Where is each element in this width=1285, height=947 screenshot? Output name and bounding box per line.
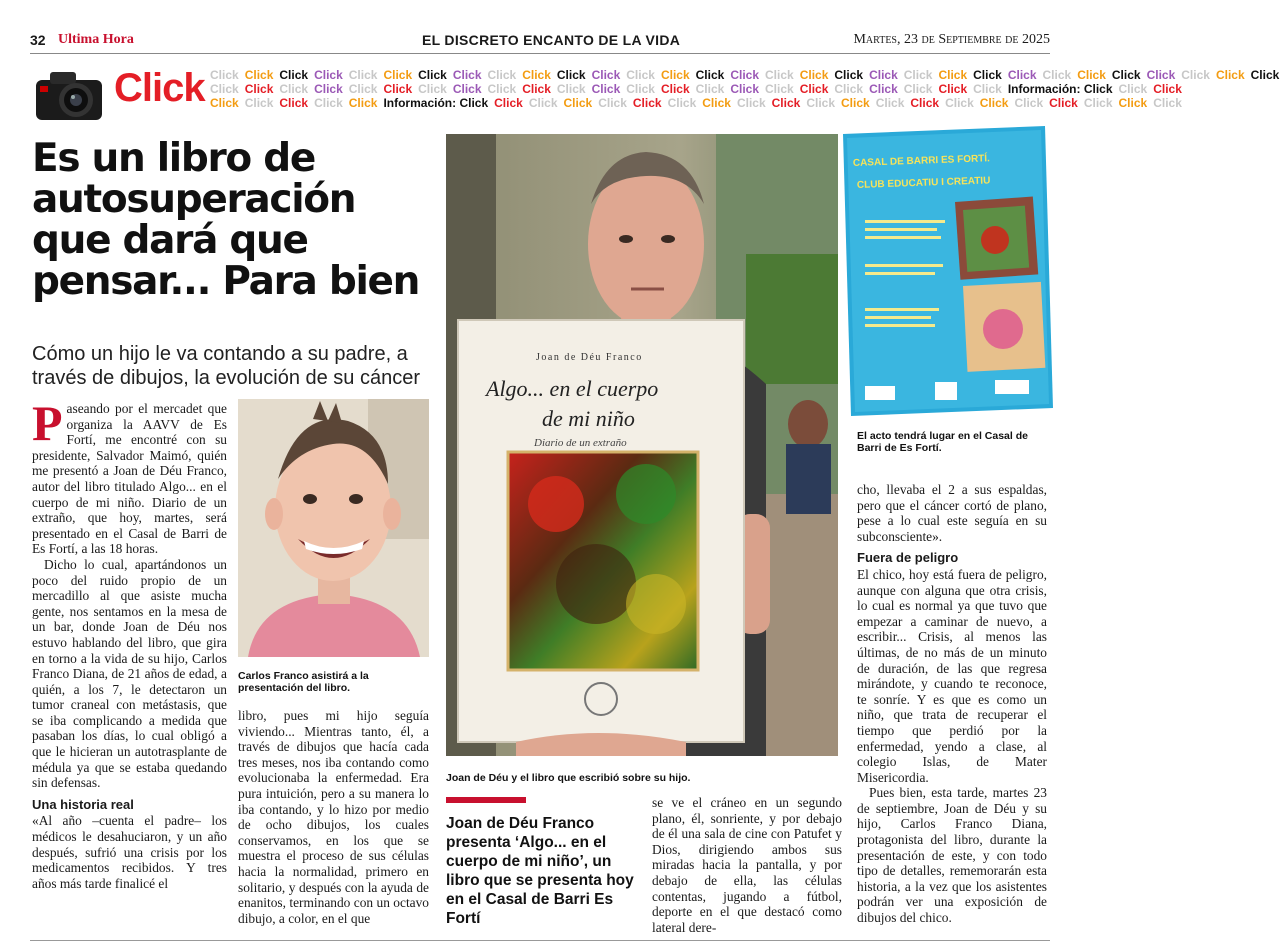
paragraph: El chico, hoy está fuera de peligro, aunque con alguna que otra crisis, lo cual es normal ya que tuvo que empezar a caminar de nuevo, a escribir... Crisis, al menos las últimas, de no más de un minuto de duración, de las que regresa mirándote, y cuando te reconoce, te sonríe. Y es que es como un niño, que trata de recuperar el tiempo que perdió por la enfermedad, yendo a clase, al colegio Islas, de Mater Misericordia. — [857, 566, 1047, 785]
click-pattern-row — [210, 96, 1182, 110]
section-title: EL DISCRETO ENCANTO DE LA VIDA — [422, 32, 681, 48]
paragraph: cho, llevaba el 2 a sus espaldas, pero que el cáncer cortó de plano, pese a lo cual este seguía en su subconsciente». — [857, 482, 1047, 544]
click-pattern-word: Click — [765, 68, 794, 82]
section-subheading: Una historia real — [32, 796, 134, 812]
paragraph: Dicho lo cual, apartándonos un poco del ruido propio de un mercadillo al que asiste mucha gente, nos sentamos en la mesa de un bar, donde Joan de Déu nos estuvo hablando del libro, que gira en torno a la vida de su hijo, Carlos Franco Diana, de 21 años de edad, a quién, a los 7, le detectaron un tumor craneal con metástasis, que se iba complicando a medida que pasaban los días, lo cual obligó a que le hicieran un autotrasplante de médula ya que se estaba quedando sin defensas. — [32, 556, 227, 791]
page-header — [30, 30, 1050, 54]
click-pattern-word: Click — [1153, 96, 1182, 110]
click-pattern-word: Click — [1118, 82, 1148, 96]
boy-photo — [238, 399, 429, 657]
article-column-2 — [238, 708, 429, 926]
click-pattern — [210, 68, 1280, 110]
click-pattern-word: Click — [556, 82, 586, 96]
click-pattern-word: Click — [1153, 82, 1182, 96]
click-pattern-word: Click — [869, 68, 898, 82]
article-column-3 — [652, 795, 842, 935]
click-pattern-word: Click — [348, 82, 378, 96]
click-pattern-word: Click — [598, 96, 627, 110]
click-pattern-word: Click — [1181, 68, 1210, 82]
click-pattern-word: Click — [210, 96, 239, 110]
click-pattern-word: Click — [452, 82, 482, 96]
click-pattern-word: Click — [1215, 68, 1245, 82]
click-pattern-word: Click — [556, 68, 586, 82]
click-pattern-word: Click — [765, 82, 794, 96]
click-pattern-word: Click — [702, 96, 731, 110]
click-pattern-word: Click — [591, 68, 621, 82]
bottom-rule — [30, 940, 1050, 941]
click-pattern-word: Click — [973, 82, 1002, 96]
pull-quote: Joan de Déu Franco presenta ‘Algo... en el cuerpo de mi niño’, un libro que se presenta hoy en el Casal de Barri Es Fortí — [446, 815, 634, 927]
subheadline: Cómo un hijo le va contando a su padre, a través de dibujos, la evolución de su cáncer — [32, 343, 421, 389]
poster-caption: El acto tendrá lugar en el Casal de Barri de Es Fortí. — [857, 430, 1028, 454]
click-pattern-word: Click — [210, 68, 239, 82]
poster-image — [835, 124, 1055, 420]
poster-line-2: CLUB EDUCATIU I CREATIU — [856, 175, 991, 191]
headline: Es un libro de autosuperación que dará que pensar... Para bien — [32, 136, 420, 304]
click-pattern-word: Click — [834, 82, 864, 96]
boy-portrait-image — [238, 399, 429, 657]
paragraph: «Al año –cuenta el padre– los médicos le desahuciaron, y un año después, sufrió una crisis por los medicamentos recibidos. Y tres años más tarde finalicé el — [32, 813, 227, 891]
page-number: 32 — [30, 32, 46, 48]
click-pattern-word: Click — [279, 82, 309, 96]
click-pattern-word: Click — [730, 82, 759, 96]
click-pattern-word: Click — [1077, 68, 1106, 82]
click-pattern-word: Click — [806, 96, 835, 110]
click-pattern-word: Click — [348, 68, 378, 82]
click-pattern-word: Click — [903, 68, 933, 82]
father-with-book-image — [446, 134, 838, 756]
click-pattern-word: Click — [910, 96, 940, 110]
click-pattern-word: Click — [244, 82, 274, 96]
boy-photo-caption: Carlos Franco asistirá a la presentación del libro. — [238, 670, 369, 694]
click-pattern-word: Click — [1083, 96, 1113, 110]
camera-icon — [32, 64, 110, 124]
book-author: Joan de Déu Franco — [536, 352, 643, 363]
click-pattern-word: Click — [522, 68, 551, 82]
click-pattern-word: Click — [383, 68, 413, 82]
click-pattern-word: Click — [730, 68, 759, 82]
main-photo-caption: Joan de Déu y el libro que escribió sobre su hijo. — [446, 772, 691, 784]
paragraph: libro, pues mi hijo seguía viviendo... Mientras tanto, él, a través de dibujos que hacía cada tres meses, nos iba contando como evolucionaba la enfermedad. Era pura intuición, pero a su manera lo iba contando, y lo hizo por medio de ocho dibujos, los cuales conservamos, en los que se muestra el proceso de sus células hacia la normalidad, primero en solitario, y después con la ayuda de enanitos, terminando con un octavo dibujo, a color, en el que — [238, 708, 429, 926]
click-banner — [30, 62, 1280, 122]
paragraph: Pues bien, esta tarde, martes 23 de septiembre, Joan de Déu y su hijo, Carlos Franco Diana, protagonista del libro, durante la presentación de este, y con todo tipo de detalles, rememorarán esta historia, a la vez que los asistentes podrán ver una exposición de dibujos del chico. — [857, 785, 1047, 926]
click-pattern-row — [210, 82, 1182, 96]
click-pattern-word: Click — [452, 68, 482, 82]
click-pattern-word: Click — [487, 68, 517, 82]
click-pattern-word: Click — [314, 68, 343, 82]
click-pattern-word: Click — [841, 96, 870, 110]
click-pattern-word: Click — [494, 96, 523, 110]
click-pattern-word: Click — [383, 82, 413, 96]
click-pattern-word: Click — [1250, 68, 1280, 82]
event-poster — [835, 124, 1055, 420]
click-pattern-word: Click — [771, 96, 801, 110]
book-title-line-1: Algo... en el cuerpo — [486, 376, 659, 401]
click-pattern-word: Click — [938, 68, 968, 82]
click-pattern-word: Click — [563, 96, 593, 110]
intro-paragraph: Paseando por el mercadet que organiza la AAVV de Es Fortí, me encontré con su presidente, Salvador Maimó, quién me presentó a Joan de Déu Franco, autor del libro titulado Algo... en el cuerpo de mi niño. Diario de un extraño, que hoy, martes, será presentado en el Casal de Barri de Es Fortí, a las 18 horas. — [32, 395, 227, 557]
click-pattern-word: Click — [799, 82, 829, 96]
article-column-4 — [857, 482, 1047, 926]
click-pattern-word: Click — [1014, 96, 1044, 110]
click-pattern-word: Click — [314, 82, 343, 96]
click-pattern-word: Click — [903, 82, 933, 96]
click-pattern-word: Click — [1146, 68, 1176, 82]
click-pattern-word: Click — [528, 96, 558, 110]
click-pattern-word: Click — [660, 68, 690, 82]
issue-date: Martes, 23 de Septiembre de 2025 — [853, 32, 1050, 47]
click-pattern-word: Click — [1007, 68, 1037, 82]
click-pattern-word: Click — [210, 82, 239, 96]
drop-cap: P — [32, 395, 63, 451]
click-pattern-word: Click — [660, 82, 690, 96]
click-pattern-row — [210, 68, 1280, 82]
book-title-line-2: de mi niño — [542, 406, 635, 431]
click-pattern-word: Click — [1049, 96, 1078, 110]
click-pattern-word: Click — [973, 68, 1002, 82]
pull-quote-rule — [446, 797, 526, 803]
click-pattern-word: Click — [938, 82, 968, 96]
click-pattern-word: Click — [979, 96, 1009, 110]
click-pattern-word: Información: Click — [383, 96, 489, 110]
click-pattern-word: Click — [626, 82, 655, 96]
section-subheading: Fuera de peligro — [857, 550, 959, 566]
click-pattern-word: Click — [695, 82, 725, 96]
click-pattern-word: Click — [695, 68, 725, 82]
click-pattern-word: Click — [522, 82, 551, 96]
click-pattern-word: Click — [799, 68, 829, 82]
click-pattern-word: Click — [314, 96, 343, 110]
click-pattern-word: Click — [945, 96, 974, 110]
click-pattern-word: Click — [1042, 68, 1072, 82]
click-pattern-word: Click — [736, 96, 766, 110]
click-pattern-word: Click — [279, 96, 309, 110]
click-pattern-word: Click — [244, 68, 274, 82]
newspaper-brand: Ultima Hora — [58, 32, 134, 47]
click-pattern-word: Click — [632, 96, 662, 110]
click-pattern-word: Click — [348, 96, 378, 110]
click-pattern-word: Click — [834, 68, 864, 82]
click-pattern-word: Click — [244, 96, 274, 110]
main-photo — [446, 134, 838, 756]
click-pattern-word: Click — [487, 82, 517, 96]
click-pattern-word: Click — [667, 96, 697, 110]
click-pattern-word: Click — [418, 68, 447, 82]
click-pattern-word: Click — [626, 68, 655, 82]
click-pattern-word: Información: Click — [1007, 82, 1113, 96]
click-pattern-word: Click — [591, 82, 621, 96]
click-pattern-word: Click — [418, 82, 447, 96]
paragraph: se ve el cráneo en un segundo plano, él, sonriente, y por debajo de él una sala de cine con Patufet y Dios, dirigiendo ambos sus miradas hacia la pantalla, y por debajo de ella, las células contentas, jugando a fútbol, deporte en el que destacó como lateral dere- — [652, 795, 842, 935]
article-column-1 — [32, 395, 227, 891]
click-pattern-word: Click — [279, 68, 309, 82]
click-pattern-word: Click — [869, 82, 898, 96]
poster-line-1: CASAL DE BARRI ES FORTÍ. — [852, 153, 991, 169]
book-subtitle: Diario de un extraño — [534, 437, 627, 449]
click-pattern-word: Click — [1118, 96, 1148, 110]
click-pattern-word: Click — [875, 96, 905, 110]
banner-title: Click — [114, 66, 205, 110]
click-pattern-word: Click — [1111, 68, 1141, 82]
